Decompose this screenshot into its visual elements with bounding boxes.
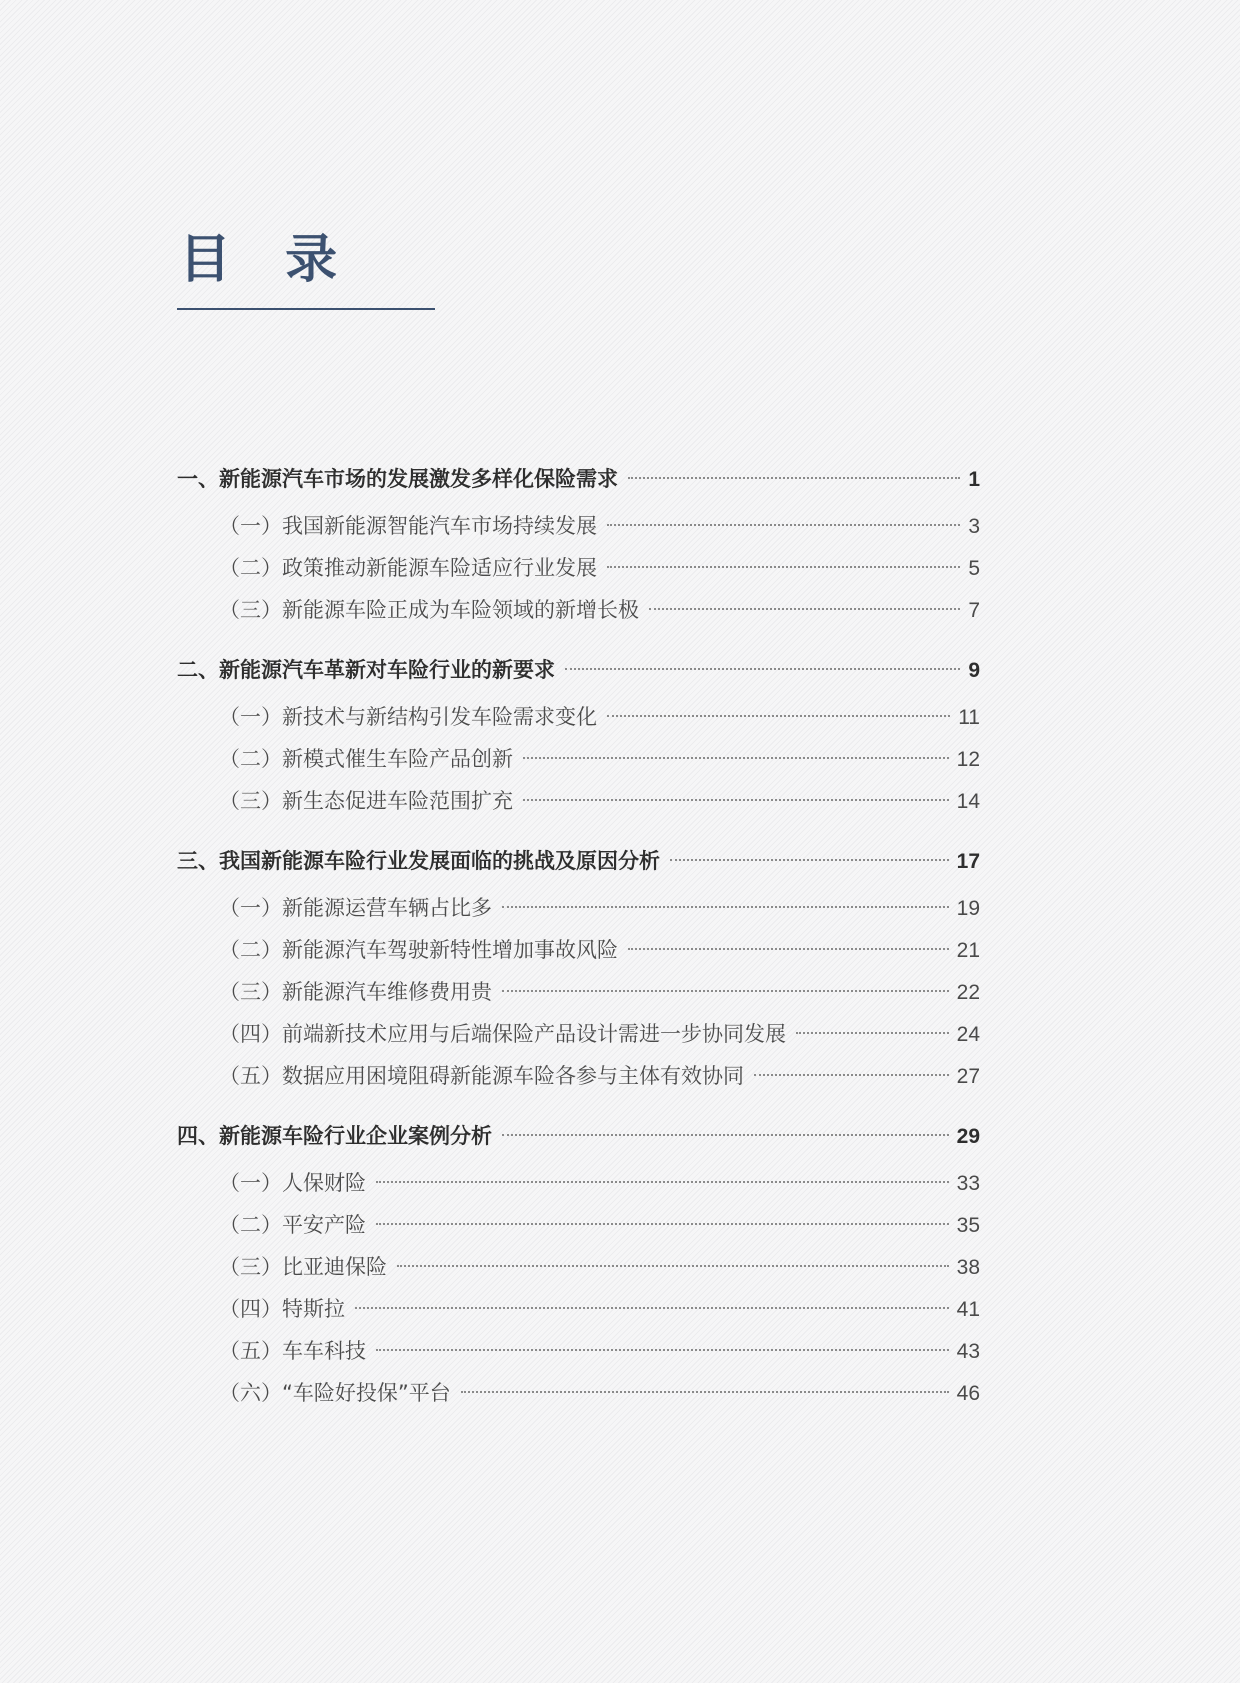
toc-section [177, 1115, 980, 1414]
dot-leader [376, 1223, 949, 1225]
toc-entry-label: 一、新能源汽车市场的发展激发多样化保险需求 [177, 467, 618, 491]
toc-subsection-entry[interactable] [177, 1330, 980, 1372]
toc-subsection-entry[interactable] [177, 929, 980, 971]
toc-entry-label: （五）车车科技 [219, 1339, 366, 1363]
dot-leader [523, 799, 949, 801]
toc-entry-label: （四）特斯拉 [219, 1297, 345, 1321]
toc-entry-label: （一）我国新能源智能汽车市场持续发展 [219, 514, 597, 538]
dot-leader [670, 859, 949, 861]
dot-leader [565, 668, 960, 670]
toc-subsection-entry[interactable] [177, 1055, 980, 1097]
toc-entry-label: （四）前端新技术应用与后端保险产品设计需进一步协同发展 [219, 1022, 786, 1046]
title-underline [177, 308, 435, 310]
toc-entry-label: 二、新能源汽车革新对车险行业的新要求 [177, 658, 555, 682]
toc-page-number: 3 [968, 515, 980, 538]
toc-page-number: 41 [956, 1298, 980, 1321]
toc-subsection-entry[interactable] [177, 971, 980, 1013]
toc-subsection-entry[interactable] [177, 589, 980, 631]
dot-leader [355, 1307, 949, 1309]
dot-leader [796, 1032, 949, 1034]
toc-page-number: 35 [956, 1214, 980, 1237]
toc-entry-label: （三）新生态促进车险范围扩充 [219, 789, 513, 813]
toc-page-number: 43 [956, 1340, 980, 1363]
toc-page-number: 11 [958, 706, 980, 729]
toc-subsection-entry[interactable] [177, 1372, 980, 1414]
toc-entry-label: （二）新能源汽车驾驶新特性增加事故风险 [219, 938, 618, 962]
toc-entry-label: （三）新能源汽车维修费用贵 [219, 980, 492, 1004]
toc-page-number: 14 [956, 790, 980, 813]
toc-subsection-entry[interactable] [177, 547, 980, 589]
toc-page-number: 5 [968, 557, 980, 580]
dot-leader [502, 1134, 949, 1136]
toc-page-number: 21 [956, 939, 980, 962]
toc-entry-label: （二）新模式催生车险产品创新 [219, 747, 513, 771]
toc-entry-label: （一）新能源运营车辆占比多 [219, 896, 492, 920]
dot-leader [523, 757, 949, 759]
toc-entry-label: （六）“车险好投保”平台 [219, 1381, 451, 1405]
toc-section [177, 649, 980, 822]
toc-entry-label: （三）比亚迪保险 [219, 1255, 387, 1279]
dot-leader [376, 1181, 949, 1183]
dot-leader [607, 715, 950, 717]
toc-page-number: 22 [956, 981, 980, 1004]
toc-section [177, 840, 980, 1097]
toc-subsection-entry[interactable] [177, 738, 980, 780]
dot-leader [628, 948, 949, 950]
toc-subsection-entry[interactable] [177, 887, 980, 929]
toc-entry-label: 三、我国新能源车险行业发展面临的挑战及原因分析 [177, 849, 660, 873]
toc-page-number: 38 [956, 1256, 980, 1279]
toc-entry-label: 四、新能源车险行业企业案例分析 [177, 1124, 492, 1148]
dot-leader [376, 1349, 949, 1351]
toc-page-number: 46 [956, 1382, 980, 1405]
toc-page-number: 29 [956, 1125, 980, 1148]
toc-entry-label: （一）人保财险 [219, 1171, 366, 1195]
toc-subsection-entry[interactable] [177, 1162, 980, 1204]
toc-page-number: 33 [956, 1172, 980, 1195]
toc-page-number: 1 [968, 468, 980, 491]
toc-subsection-entry[interactable] [177, 505, 980, 547]
toc-entry-label: （一）新技术与新结构引发车险需求变化 [219, 705, 597, 729]
dot-leader [607, 566, 960, 568]
toc-subsection-entry[interactable] [177, 1204, 980, 1246]
toc-entry-label: （二）平安产险 [219, 1213, 366, 1237]
toc-entry-label: （五）数据应用困境阻碍新能源车险各参与主体有效协同 [219, 1064, 744, 1088]
toc-subsection-entry[interactable] [177, 780, 980, 822]
toc-subsection-entry[interactable] [177, 1246, 980, 1288]
page-title: 目 录 [179, 230, 356, 290]
toc-page-number: 12 [956, 748, 980, 771]
dot-leader [754, 1074, 949, 1076]
toc-page-number: 7 [968, 599, 980, 622]
table-of-contents [177, 458, 980, 1432]
toc-chapter-entry[interactable] [177, 840, 980, 882]
dot-leader [607, 524, 960, 526]
toc-page-number: 9 [968, 659, 980, 682]
dot-leader [628, 477, 960, 479]
toc-page-number: 24 [956, 1023, 980, 1046]
toc-subsection-entry[interactable] [177, 1288, 980, 1330]
dot-leader [502, 990, 949, 992]
toc-heading [177, 228, 437, 292]
toc-chapter-entry[interactable] [177, 649, 980, 691]
toc-page-number: 27 [956, 1065, 980, 1088]
toc-chapter-entry[interactable] [177, 458, 980, 500]
dot-leader [649, 608, 960, 610]
toc-page-number: 19 [956, 897, 980, 920]
toc-entry-label: （二）政策推动新能源车险适应行业发展 [219, 556, 597, 580]
dot-leader [502, 906, 949, 908]
toc-subsection-entry[interactable] [177, 696, 980, 738]
dot-leader [397, 1265, 949, 1267]
toc-page-number: 17 [956, 850, 980, 873]
toc-entry-label: （三）新能源车险正成为车险领域的新增长极 [219, 598, 639, 622]
toc-section [177, 458, 980, 631]
toc-chapter-entry[interactable] [177, 1115, 980, 1157]
dot-leader [461, 1391, 949, 1393]
toc-subsection-entry[interactable] [177, 1013, 980, 1055]
